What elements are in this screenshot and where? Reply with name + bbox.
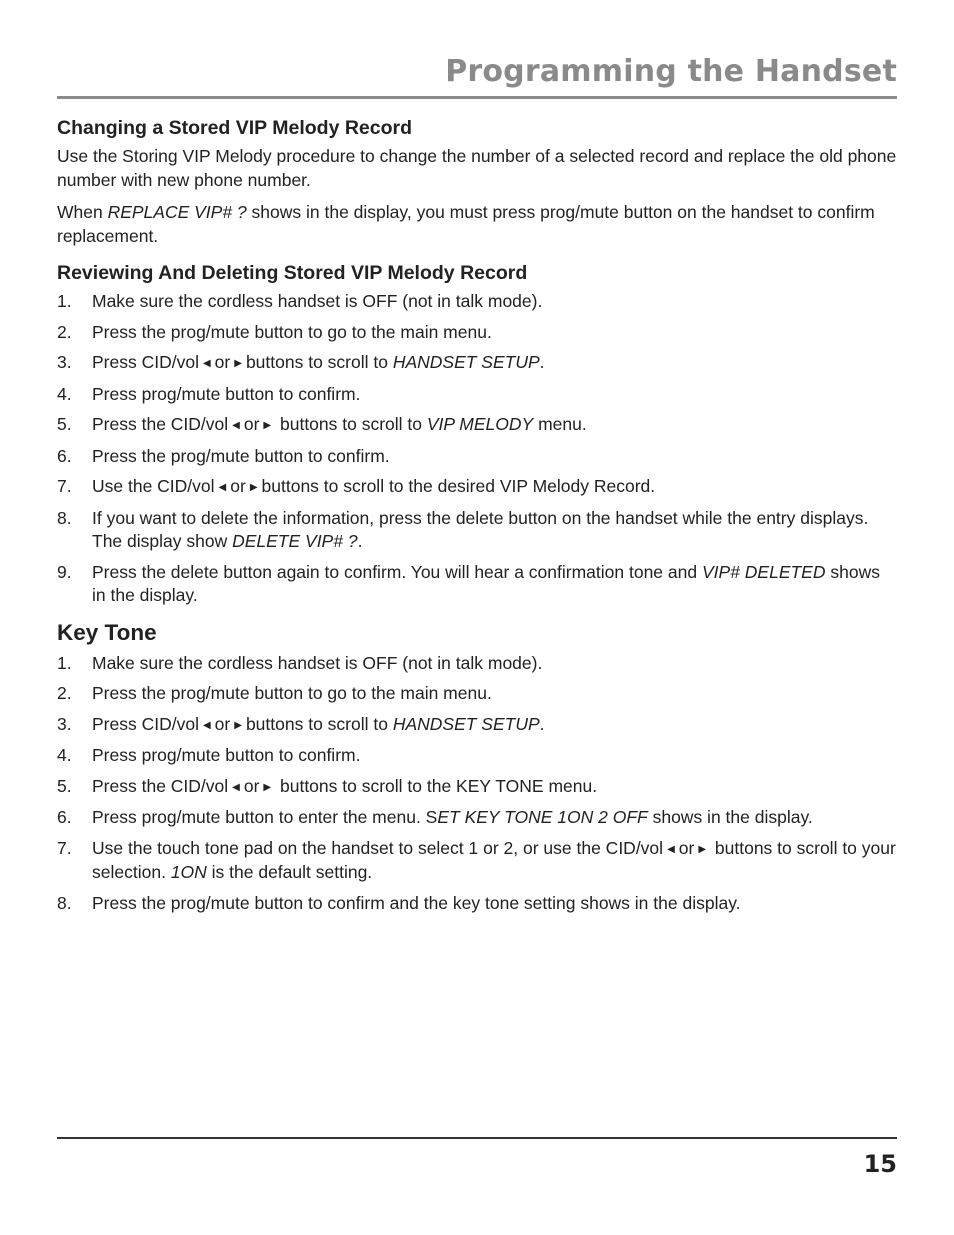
step-text: Press the delete button again to confirm. You will hear a confirmation tone and xyxy=(92,561,702,582)
list-item xyxy=(57,775,897,800)
list-item xyxy=(57,445,897,469)
step-number: 8. xyxy=(57,892,72,913)
step-number: 4. xyxy=(57,745,72,765)
step-number: 3. xyxy=(57,352,72,372)
step-text: buttons to scroll to the KEY TONE menu. xyxy=(275,775,598,796)
step-number: 2. xyxy=(57,683,72,703)
list-item xyxy=(57,321,897,345)
paragraph-text: When xyxy=(57,202,108,222)
step-text: or xyxy=(214,352,231,372)
section-heading-key-tone: Key Tone xyxy=(57,619,157,645)
paragraph-text: shows in the display, you must press prog/mute button on the handset to confirm replacement. xyxy=(57,202,875,246)
step-text: . xyxy=(357,531,363,551)
step-text: shows in the display. xyxy=(92,561,880,605)
step-number: 7. xyxy=(57,476,72,496)
step-text: Press prog/mute button to confirm. xyxy=(92,745,361,765)
step-number: 8. xyxy=(57,507,72,528)
step-text: Use the touch tone pad on the handset to select 1 or 2, or use the CID/vol xyxy=(92,837,664,858)
step-text: Press the prog/mute button to go to the main menu. xyxy=(92,683,492,703)
display-text: DELETE VIP# ? xyxy=(232,531,358,551)
display-text: 1ON xyxy=(170,862,207,882)
left-arrow-icon: ◀ xyxy=(667,843,675,855)
step-number: 9. xyxy=(57,561,72,582)
right-arrow-icon: ▶ xyxy=(234,719,242,731)
left-arrow-icon: ◀ xyxy=(218,482,227,493)
step-text: If you want to delete the information, press the delete button on the handset while the entry displays. The display show xyxy=(92,507,869,551)
step-number: 6. xyxy=(57,445,72,466)
list-item xyxy=(57,507,897,554)
right-arrow-icon: ▶ xyxy=(263,781,272,793)
step-text: buttons to scroll to xyxy=(275,414,427,434)
step-text: Press the CID/vol xyxy=(92,414,229,434)
step-text: Press prog/mute button to enter the menu. S xyxy=(92,807,438,827)
step-number: 3. xyxy=(57,713,72,734)
right-arrow-icon: ▶ xyxy=(263,420,272,431)
step-text: Make sure the cordless handset is OFF (not in talk mode). xyxy=(92,291,543,311)
display-text: ET KEY TONE 1ON 2 OFF xyxy=(437,807,648,827)
step-text: or xyxy=(243,414,260,434)
step-text: menu. xyxy=(533,414,587,434)
step-number: 7. xyxy=(57,837,72,858)
page-content xyxy=(57,117,897,922)
step-text: Press the prog/mute button to go to the main menu. xyxy=(92,321,492,342)
display-text: HANDSET SETUP xyxy=(392,352,540,372)
step-text: Press the CID/vol xyxy=(92,775,229,796)
right-arrow-icon: ▶ xyxy=(249,482,258,493)
key-tone-steps-list xyxy=(57,652,897,916)
list-item xyxy=(57,383,897,407)
list-item xyxy=(57,713,897,738)
page-title: Programming the Handset xyxy=(445,54,897,89)
header-rule xyxy=(57,96,897,99)
paragraph xyxy=(57,201,897,248)
step-text: shows in the display. xyxy=(647,807,813,827)
footer-rule xyxy=(57,1137,897,1139)
paragraph: Use the Storing VIP Melody procedure to change the number of a selected record and replace the old phone number with new phone number. xyxy=(57,146,897,190)
list-item xyxy=(57,561,897,608)
step-text: Make sure the cordless handset is OFF (not in talk mode). xyxy=(92,652,543,673)
step-text: or xyxy=(678,837,695,858)
list-item xyxy=(57,744,897,768)
step-text: or xyxy=(243,775,260,796)
list-item xyxy=(57,351,897,376)
list-item xyxy=(57,652,897,676)
step-number: 5. xyxy=(57,775,72,796)
step-number: 6. xyxy=(57,807,72,827)
step-number: 4. xyxy=(57,383,72,404)
right-arrow-icon: ▶ xyxy=(698,843,707,855)
list-item xyxy=(57,892,897,916)
step-text: Press CID/vol xyxy=(92,713,199,734)
display-text: REPLACE VIP# ? xyxy=(107,202,247,222)
step-number: 5. xyxy=(57,414,72,434)
step-text: . xyxy=(539,713,545,734)
step-number: 1. xyxy=(57,291,72,311)
list-item xyxy=(57,806,897,830)
step-number: 2. xyxy=(57,321,72,342)
step-text: buttons to scroll to the desired VIP Melody Record. xyxy=(261,476,656,496)
display-text: VIP MELODY xyxy=(426,414,534,434)
step-number: 1. xyxy=(57,652,72,673)
list-item xyxy=(57,290,897,314)
list-item xyxy=(57,682,897,706)
list-item xyxy=(57,837,897,885)
reviewing-steps-list xyxy=(57,290,897,608)
list-item xyxy=(57,475,897,500)
step-text: Press CID/vol xyxy=(92,352,199,372)
step-text: Press the prog/mute button to confirm. xyxy=(92,445,390,466)
page-number: 15 xyxy=(863,1150,897,1178)
step-text: buttons to scroll to your selection. xyxy=(92,837,896,882)
right-arrow-icon: ▶ xyxy=(234,358,242,369)
step-text: or xyxy=(230,476,246,496)
display-text: VIP# DELETED xyxy=(701,561,826,582)
left-arrow-icon: ◀ xyxy=(202,358,211,369)
left-arrow-icon: ◀ xyxy=(232,420,240,431)
step-text: Press the prog/mute button to confirm and the key tone setting shows in the display. xyxy=(92,892,741,913)
display-text: HANDSET SETUP xyxy=(392,713,540,734)
list-item xyxy=(57,413,897,438)
step-text: . xyxy=(539,352,545,372)
step-text: buttons to scroll to xyxy=(245,713,393,734)
step-text: Use the CID/vol xyxy=(92,476,215,496)
left-arrow-icon: ◀ xyxy=(202,719,211,731)
section-heading-changing: Changing a Stored VIP Melody Record xyxy=(57,117,413,139)
section-heading-reviewing: Reviewing And Deleting Stored VIP Melody Record xyxy=(57,262,528,284)
step-text: Press prog/mute button to confirm. xyxy=(92,383,361,404)
step-text: buttons to scroll to xyxy=(245,352,393,372)
left-arrow-icon: ◀ xyxy=(232,781,240,793)
step-text: is the default setting. xyxy=(206,862,373,882)
step-text: or xyxy=(214,713,231,734)
